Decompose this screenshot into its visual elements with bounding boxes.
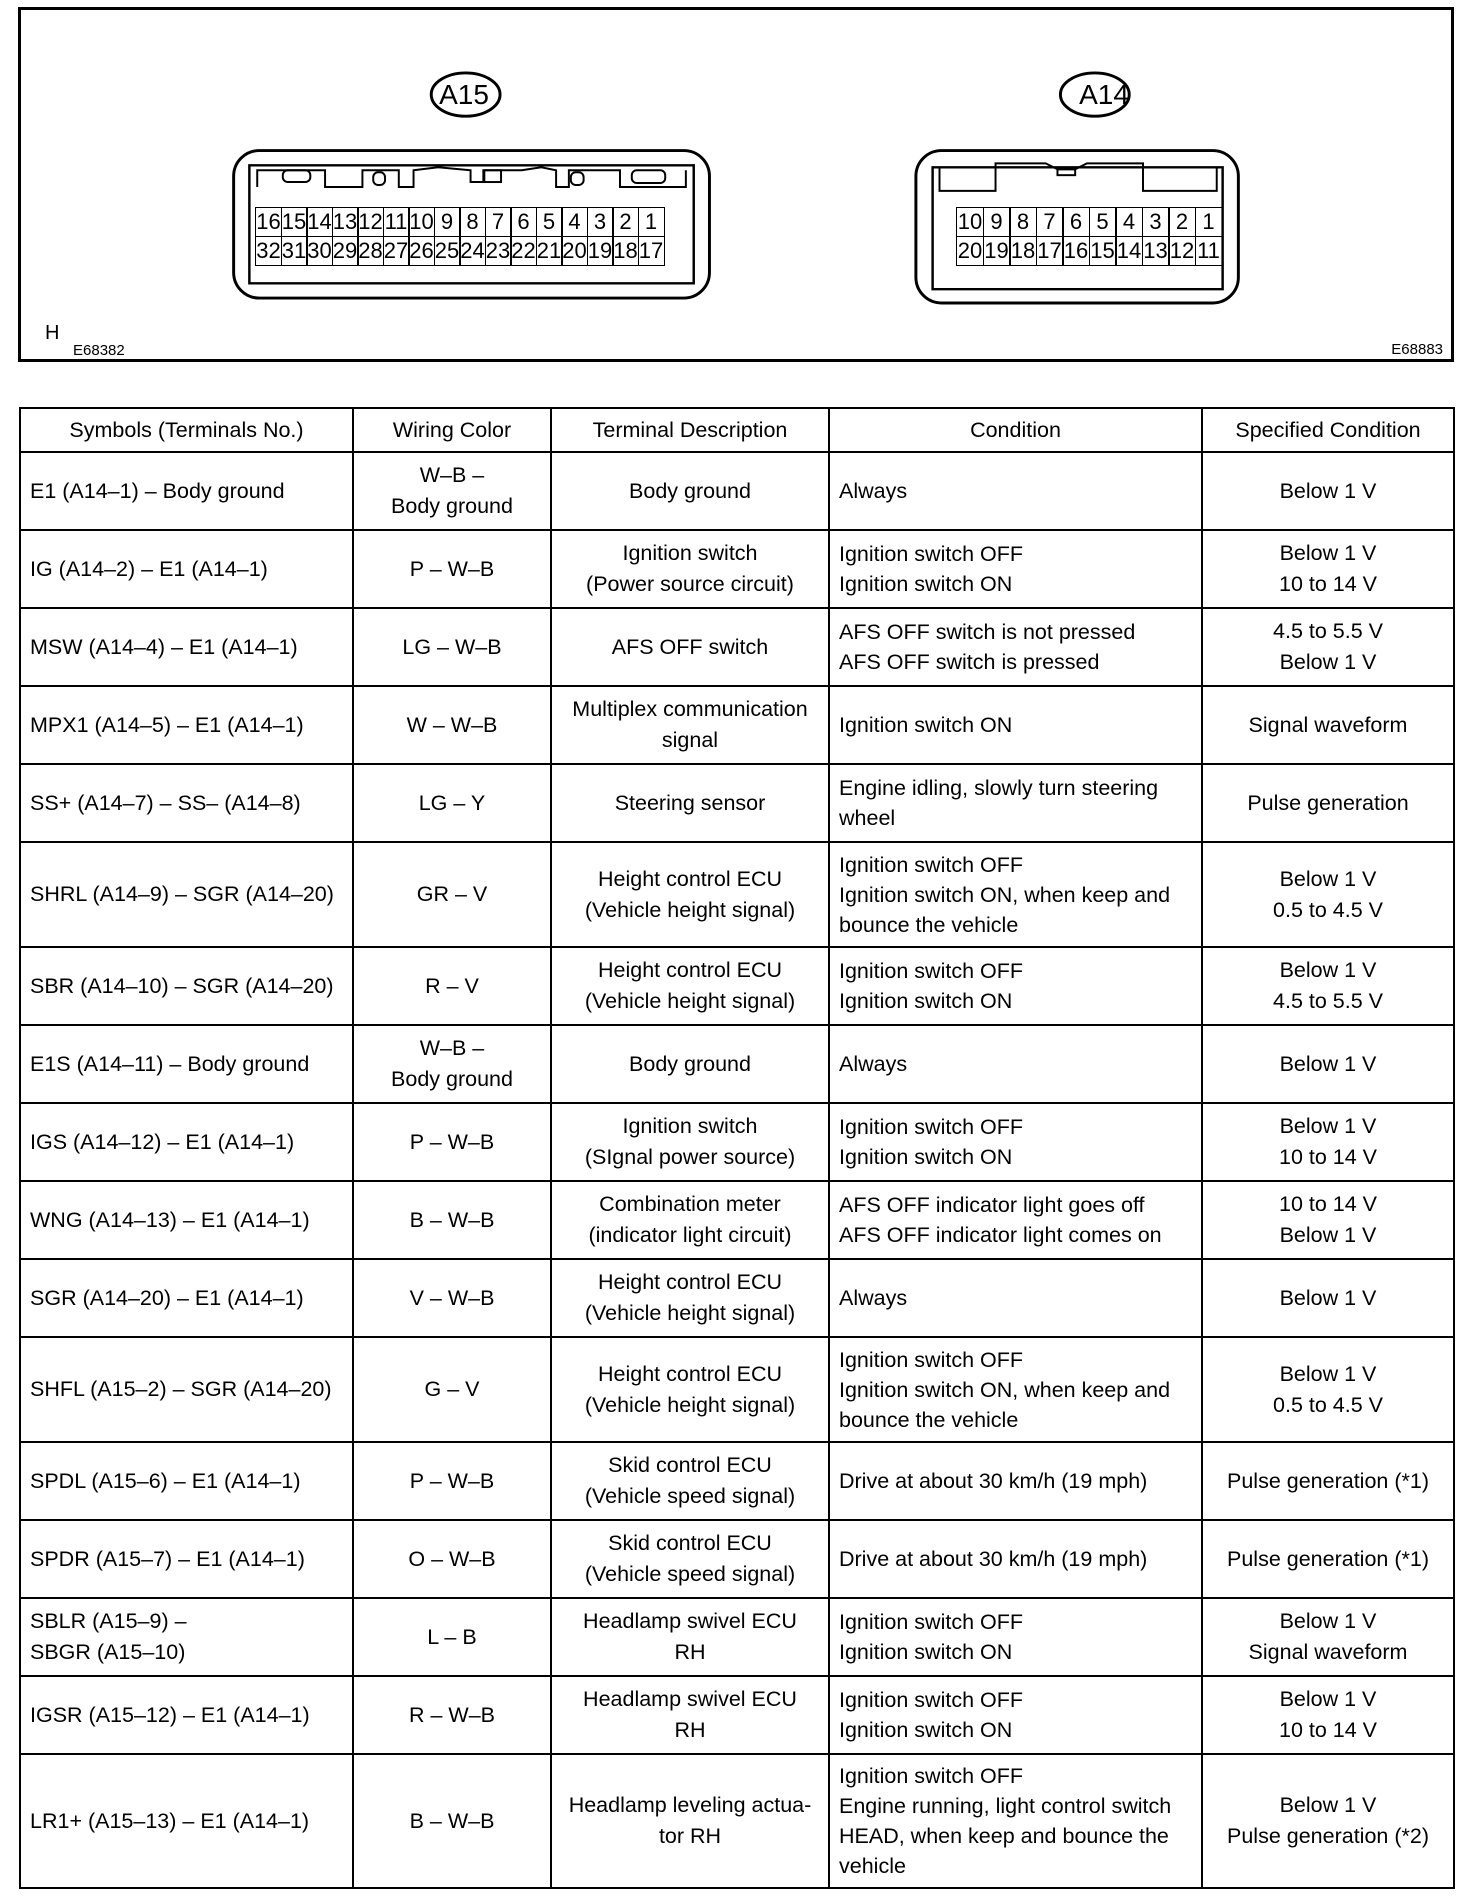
table-row — [20, 842, 1454, 947]
connector-pin: 13 — [332, 207, 359, 237]
cell-line: Below 1 V — [1279, 958, 1377, 982]
cell-line: Headlamp leveling actua- — [568, 1793, 812, 1817]
connector-a14-label: A14 — [1079, 79, 1129, 110]
cell-line: Body ground — [391, 1067, 513, 1091]
a14-pin-row-top — [956, 207, 1221, 237]
cell-symbol — [20, 1337, 353, 1442]
cell-line: Drive at about 30 km/h (19 mph) — [839, 1547, 1148, 1571]
cell-line: RH — [674, 1640, 706, 1664]
cell-line: Ignition switch ON, when keep and — [839, 1377, 1171, 1402]
cell-line: W–B – — [419, 463, 485, 487]
cell-line: Below 1 V — [1279, 1114, 1377, 1138]
cell-wiring-color — [353, 947, 551, 1025]
cell-condition — [829, 1181, 1202, 1259]
cell-line: Height control ECU — [597, 958, 783, 982]
terminal-table — [19, 407, 1455, 1889]
mark-h: H — [45, 322, 60, 344]
cell-condition — [829, 842, 1202, 947]
cell-line: (Power source circuit) — [586, 572, 794, 596]
cell-terminal-description — [551, 1025, 829, 1103]
cell-symbol — [20, 452, 353, 530]
header-condition: Condition — [829, 408, 1202, 452]
cell-line: Ignition switch OFF — [839, 1764, 1023, 1788]
cell-line: V – W–B — [409, 1285, 495, 1310]
cell-line: O – W–B — [408, 1546, 496, 1571]
cell-wiring-color — [353, 764, 551, 842]
cell-line: 10 to 14 V — [1278, 1718, 1378, 1742]
cell-line: Below 1 V — [1279, 866, 1377, 891]
cell-wiring-color — [353, 686, 551, 764]
connector-pin: 9 — [434, 207, 461, 237]
connector-pin: 20 — [956, 236, 984, 266]
cell-line: P – W–B — [409, 556, 495, 581]
cell-line: Steering sensor — [614, 790, 766, 815]
cell-line: 4.5 to 5.5 V — [1273, 989, 1383, 1013]
table-row — [20, 1259, 1454, 1337]
cell-condition — [829, 452, 1202, 530]
cell-line: SBGR (A15–10) — [30, 1640, 186, 1664]
cell-wiring-color — [353, 452, 551, 530]
cell-specified-condition — [1202, 1598, 1454, 1676]
cell-line: Drive at about 30 km/h (19 mph) — [839, 1469, 1148, 1493]
cell-line: IG (A14–2) – E1 (A14–1) — [30, 556, 268, 581]
connector-pin: 10 — [408, 207, 435, 237]
cell-condition — [829, 686, 1202, 764]
cell-line: Ignition switch OFF — [839, 852, 1023, 877]
cell-specified-condition — [1202, 452, 1454, 530]
cell-line: MPX1 (A14–5) – E1 (A14–1) — [30, 712, 304, 737]
connector-pin: 2 — [1168, 207, 1196, 237]
cell-terminal-description — [551, 947, 829, 1025]
cell-line: Body ground — [629, 478, 751, 503]
cell-condition — [829, 1337, 1202, 1442]
cell-line: Below 1 V — [1279, 478, 1377, 503]
connector-pin: 10 — [956, 207, 984, 237]
connector-pin: 2 — [612, 207, 639, 237]
cell-line: SBR (A14–10) – SGR (A14–20) — [30, 973, 334, 998]
cell-symbol — [20, 530, 353, 608]
cell-terminal-description — [551, 530, 829, 608]
table-row — [20, 1181, 1454, 1259]
cell-line: Engine running, light control switch — [839, 1794, 1172, 1818]
cell-terminal-description — [551, 1598, 829, 1676]
cell-symbol — [20, 1181, 353, 1259]
cell-line: AFS OFF indicator light goes off — [839, 1193, 1145, 1217]
cell-line: (Vehicle height signal) — [584, 1301, 796, 1325]
cell-specified-condition — [1202, 1676, 1454, 1754]
connector-pin: 25 — [434, 236, 461, 266]
cell-line: wheel — [839, 806, 896, 830]
cell-line: (Vehicle speed signal) — [584, 1484, 796, 1508]
cell-line: Ignition switch OFF — [839, 959, 1023, 983]
figure-code-right: E68883 — [1391, 341, 1443, 358]
connector-pin: 5 — [536, 207, 563, 237]
cell-line: W – W–B — [406, 712, 498, 737]
cell-line: 4.5 to 5.5 V — [1273, 619, 1383, 643]
cell-line: Ignition switch ON — [839, 572, 1013, 596]
cell-line: Always — [839, 1052, 908, 1076]
cell-line: tor RH — [658, 1824, 722, 1848]
cell-line: R – W–B — [408, 1702, 496, 1727]
connector-pin: 13 — [1142, 236, 1170, 266]
connector-pin: 5 — [1089, 207, 1117, 237]
cell-line: R – V — [425, 973, 479, 998]
cell-line: Ignition switch — [622, 1114, 758, 1138]
cell-line: B – W–B — [409, 1207, 495, 1232]
cell-line: SPDR (A15–7) – E1 (A14–1) — [30, 1546, 305, 1571]
cell-line: MSW (A14–4) – E1 (A14–1) — [30, 634, 298, 659]
cell-specified-condition — [1202, 1337, 1454, 1442]
connector-pin: 18 — [1009, 236, 1037, 266]
connector-pin: 19 — [983, 236, 1011, 266]
table-row — [20, 947, 1454, 1025]
cell-line: bounce the vehicle — [839, 1407, 1019, 1432]
cell-wiring-color — [353, 842, 551, 947]
connector-pin: 23 — [485, 236, 512, 266]
cell-line: Ignition switch OFF — [839, 542, 1023, 566]
cell-line: Multiplex communication — [572, 697, 808, 721]
table-row — [20, 452, 1454, 530]
connector-pin: 1 — [638, 207, 665, 237]
cell-line: Always — [839, 479, 908, 503]
cell-line: Pulse generation (*2) — [1227, 1824, 1429, 1848]
connector-pin: 31 — [281, 236, 308, 266]
cell-line: vehicle — [839, 1854, 906, 1878]
cell-line: AFS OFF switch — [611, 634, 769, 659]
cell-line: W–B – — [419, 1036, 485, 1060]
cell-line: HEAD, when keep and bounce the — [839, 1824, 1169, 1848]
cell-condition — [829, 1025, 1202, 1103]
cell-line: Below 1 V — [1279, 1223, 1377, 1247]
cell-line: Height control ECU — [597, 1361, 783, 1386]
cell-line: RH — [674, 1718, 706, 1742]
connector-pin: 20 — [561, 236, 588, 266]
connector-pin: 15 — [1089, 236, 1117, 266]
cell-line: LG – Y — [418, 790, 486, 815]
table-row — [20, 530, 1454, 608]
cell-terminal-description — [551, 842, 829, 947]
cell-terminal-description — [551, 1181, 829, 1259]
cell-line: Body ground — [629, 1051, 751, 1076]
cell-symbol — [20, 764, 353, 842]
connector-pin: 17 — [638, 236, 665, 266]
header-specified-condition: Specified Condition — [1202, 408, 1454, 452]
cell-line: SHRL (A14–9) – SGR (A14–20) — [30, 882, 334, 906]
a15-pin-row-bottom — [255, 236, 663, 266]
connector-pin: 14 — [306, 207, 333, 237]
connector-diagram — [18, 7, 1454, 362]
cell-condition — [829, 1103, 1202, 1181]
cell-terminal-description — [551, 686, 829, 764]
table-row — [20, 1337, 1454, 1442]
cell-specified-condition — [1202, 1259, 1454, 1337]
cell-line: SBLR (A15–9) – — [30, 1609, 187, 1633]
cell-symbol — [20, 1025, 353, 1103]
cell-line: 10 to 14 V — [1278, 1145, 1378, 1169]
cell-line: (Vehicle height signal) — [584, 1392, 796, 1417]
table-row — [20, 1676, 1454, 1754]
cell-line: Signal waveform — [1248, 712, 1408, 737]
cell-line: IGSR (A15–12) – E1 (A14–1) — [30, 1702, 310, 1727]
cell-wiring-color — [353, 1025, 551, 1103]
cell-line: SPDL (A15–6) – E1 (A14–1) — [30, 1468, 301, 1493]
connector-pin: 22 — [510, 236, 537, 266]
cell-specified-condition — [1202, 608, 1454, 686]
cell-line: P – W–B — [409, 1468, 495, 1493]
cell-line: Ignition switch ON, when keep and — [839, 882, 1171, 907]
cell-wiring-color — [353, 1337, 551, 1442]
cell-line: Ignition switch OFF — [839, 1688, 1023, 1712]
cell-line: Signal waveform — [1248, 1640, 1408, 1664]
cell-terminal-description — [551, 1754, 829, 1888]
cell-line: Height control ECU — [597, 866, 783, 891]
cell-condition — [829, 1520, 1202, 1598]
cell-line: 0.5 to 4.5 V — [1273, 897, 1383, 922]
cell-line: Pulse generation — [1247, 790, 1409, 815]
connector-pin: 30 — [306, 236, 333, 266]
cell-line: Ignition switch ON — [839, 713, 1013, 737]
cell-line: Skid control ECU — [608, 1453, 772, 1477]
cell-terminal-description — [551, 1337, 829, 1442]
cell-terminal-description — [551, 1520, 829, 1598]
cell-wiring-color — [353, 1520, 551, 1598]
cell-line: IGS (A14–12) – E1 (A14–1) — [30, 1129, 295, 1154]
cell-line: Pulse generation (*1) — [1227, 1546, 1429, 1571]
table-row — [20, 608, 1454, 686]
cell-line: Ignition switch OFF — [839, 1115, 1023, 1139]
cell-condition — [829, 530, 1202, 608]
cell-specified-condition — [1202, 530, 1454, 608]
cell-symbol — [20, 1442, 353, 1520]
cell-condition — [829, 947, 1202, 1025]
connector-pin: 12 — [357, 207, 384, 237]
cell-line: (Vehicle height signal) — [584, 897, 796, 922]
cell-wiring-color — [353, 1598, 551, 1676]
cell-terminal-description — [551, 1259, 829, 1337]
connector-pin: 32 — [255, 236, 282, 266]
cell-terminal-description — [551, 1442, 829, 1520]
header-wiring-color: Wiring Color — [353, 408, 551, 452]
connector-pin: 16 — [255, 207, 282, 237]
connector-pin: 11 — [383, 207, 410, 237]
cell-specified-condition — [1202, 1442, 1454, 1520]
cell-wiring-color — [353, 1754, 551, 1888]
connector-pin: 8 — [459, 207, 486, 237]
cell-line: SHFL (A15–2) – SGR (A14–20) — [30, 1377, 332, 1401]
cell-specified-condition — [1202, 1520, 1454, 1598]
cell-line: Ignition switch — [622, 541, 758, 565]
table-header-row — [20, 408, 1454, 452]
connector-pin: 27 — [383, 236, 410, 266]
cell-line: Below 1 V — [1279, 1285, 1377, 1310]
cell-symbol — [20, 1676, 353, 1754]
cell-condition — [829, 1754, 1202, 1888]
cell-symbol — [20, 686, 353, 764]
table-row — [20, 1598, 1454, 1676]
header-symbols: Symbols (Terminals No.) — [20, 408, 353, 452]
connector-pin: 6 — [510, 207, 537, 237]
connector-pin: 7 — [1036, 207, 1064, 237]
connector-pin: 21 — [536, 236, 563, 266]
cell-terminal-description — [551, 452, 829, 530]
cell-line: E1S (A14–11) – Body ground — [30, 1051, 310, 1076]
connector-pin: 8 — [1009, 207, 1037, 237]
cell-line: G – V — [424, 1377, 480, 1401]
cell-terminal-description — [551, 1103, 829, 1181]
cell-line: Ignition switch OFF — [839, 1347, 1023, 1372]
cell-condition — [829, 1442, 1202, 1520]
cell-line: Pulse generation (*1) — [1227, 1468, 1429, 1493]
table-body — [20, 452, 1454, 1888]
table-row — [20, 1754, 1454, 1888]
cell-line: (indicator light circuit) — [588, 1223, 792, 1247]
cell-terminal-description — [551, 608, 829, 686]
header-terminal-description: Terminal Description — [551, 408, 829, 452]
cell-symbol — [20, 1520, 353, 1598]
table-row — [20, 1520, 1454, 1598]
connector-pin: 12 — [1168, 236, 1196, 266]
cell-line: Below 1 V — [1279, 1793, 1377, 1817]
cell-condition — [829, 1676, 1202, 1754]
cell-line: L – B — [427, 1624, 477, 1649]
connector-pin: 29 — [332, 236, 359, 266]
cell-line: Below 1 V — [1279, 1687, 1377, 1711]
a14-pin-row-bottom — [956, 236, 1221, 266]
connector-pin: 24 — [459, 236, 486, 266]
cell-line: Ignition switch OFF — [839, 1610, 1023, 1634]
cell-line: Ignition switch ON — [839, 989, 1013, 1013]
cell-line: Below 1 V — [1279, 1361, 1377, 1386]
cell-line: E1 (A14–1) – Body ground — [30, 478, 285, 503]
connector-pin: 3 — [587, 207, 614, 237]
cell-condition — [829, 608, 1202, 686]
cell-specified-condition — [1202, 764, 1454, 842]
connector-pin: 28 — [357, 236, 384, 266]
connector-a15-label: A15 — [439, 79, 489, 110]
cell-line: Height control ECU — [597, 1270, 783, 1294]
table-row — [20, 1442, 1454, 1520]
cell-line: SS+ (A14–7) – SS– (A14–8) — [30, 790, 301, 815]
connector-pin: 18 — [612, 236, 639, 266]
cell-wiring-color — [353, 1676, 551, 1754]
cell-line: Below 1 V — [1279, 650, 1377, 674]
connector-pin: 17 — [1036, 236, 1064, 266]
connector-pin: 15 — [281, 207, 308, 237]
cell-condition — [829, 1598, 1202, 1676]
cell-wiring-color — [353, 530, 551, 608]
cell-wiring-color — [353, 1103, 551, 1181]
cell-symbol — [20, 947, 353, 1025]
cell-wiring-color — [353, 1442, 551, 1520]
cell-line: AFS OFF switch is pressed — [839, 650, 1100, 674]
cell-symbol — [20, 608, 353, 686]
cell-line: 0.5 to 4.5 V — [1273, 1392, 1383, 1417]
connector-pin: 16 — [1062, 236, 1090, 266]
connector-pin: 4 — [561, 207, 588, 237]
cell-terminal-description — [551, 764, 829, 842]
a15-pin-row-top — [255, 207, 663, 237]
cell-line: Below 1 V — [1279, 1609, 1377, 1633]
cell-condition — [829, 1259, 1202, 1337]
cell-specified-condition — [1202, 1103, 1454, 1181]
cell-symbol — [20, 1598, 353, 1676]
cell-line: bounce the vehicle — [839, 912, 1019, 937]
cell-line: Always — [839, 1286, 908, 1310]
connector-pin: 19 — [587, 236, 614, 266]
connector-pin: 7 — [485, 207, 512, 237]
cell-line: AFS OFF indicator light comes on — [839, 1223, 1162, 1247]
connector-pin: 3 — [1142, 207, 1170, 237]
cell-wiring-color — [353, 1181, 551, 1259]
cell-wiring-color — [353, 608, 551, 686]
cell-line: Body ground — [391, 494, 513, 518]
cell-line: (Vehicle height signal) — [584, 989, 796, 1013]
cell-line: GR – V — [416, 882, 488, 906]
cell-specified-condition — [1202, 842, 1454, 947]
cell-line: Headlamp swivel ECU — [583, 1687, 797, 1711]
cell-line: SGR (A14–20) – E1 (A14–1) — [30, 1285, 304, 1310]
cell-symbol — [20, 1259, 353, 1337]
cell-wiring-color — [353, 1259, 551, 1337]
table-row — [20, 1025, 1454, 1103]
cell-line: signal — [661, 728, 719, 752]
connector-pin: 1 — [1195, 207, 1223, 237]
cell-specified-condition — [1202, 686, 1454, 764]
cell-terminal-description — [551, 1676, 829, 1754]
cell-line: (Vehicle speed signal) — [584, 1562, 796, 1586]
cell-line: Engine idling, slowly turn steering — [839, 776, 1159, 800]
connector-outlines — [21, 10, 1451, 359]
cell-specified-condition — [1202, 1025, 1454, 1103]
cell-line: LG – W–B — [402, 634, 502, 659]
connector-pin: 14 — [1115, 236, 1143, 266]
cell-specified-condition — [1202, 947, 1454, 1025]
cell-line: P – W–B — [409, 1129, 495, 1154]
cell-line: Ignition switch ON — [839, 1640, 1013, 1664]
cell-line: Below 1 V — [1279, 1051, 1377, 1076]
cell-symbol — [20, 1103, 353, 1181]
connector-pin: 4 — [1115, 207, 1143, 237]
cell-line: Below 1 V — [1279, 541, 1377, 565]
connector-pin: 9 — [983, 207, 1011, 237]
cell-line: Skid control ECU — [608, 1531, 772, 1555]
cell-line: AFS OFF switch is not pressed — [839, 620, 1136, 644]
cell-condition — [829, 764, 1202, 842]
cell-line: LR1+ (A15–13) – E1 (A14–1) — [30, 1808, 310, 1833]
cell-line: 10 to 14 V — [1278, 1192, 1378, 1216]
connector-pin: 6 — [1062, 207, 1090, 237]
cell-line: Ignition switch ON — [839, 1145, 1013, 1169]
cell-line: 10 to 14 V — [1278, 572, 1378, 596]
cell-line: WNG (A14–13) – E1 (A14–1) — [30, 1207, 310, 1232]
cell-symbol — [20, 842, 353, 947]
cell-specified-condition — [1202, 1754, 1454, 1888]
connector-pin: 26 — [408, 236, 435, 266]
table-row — [20, 686, 1454, 764]
connector-pin: 11 — [1195, 236, 1223, 266]
cell-symbol — [20, 1754, 353, 1888]
figure-code-left: E68382 — [73, 342, 125, 359]
cell-line: Headlamp swivel ECU — [583, 1609, 797, 1633]
table-row — [20, 764, 1454, 842]
cell-line: Ignition switch ON — [839, 1718, 1013, 1742]
table-row — [20, 1103, 1454, 1181]
cell-specified-condition — [1202, 1181, 1454, 1259]
cell-line: B – W–B — [409, 1808, 495, 1833]
cell-line: Combination meter — [599, 1192, 781, 1216]
cell-line: (SIgnal power source) — [584, 1145, 796, 1169]
